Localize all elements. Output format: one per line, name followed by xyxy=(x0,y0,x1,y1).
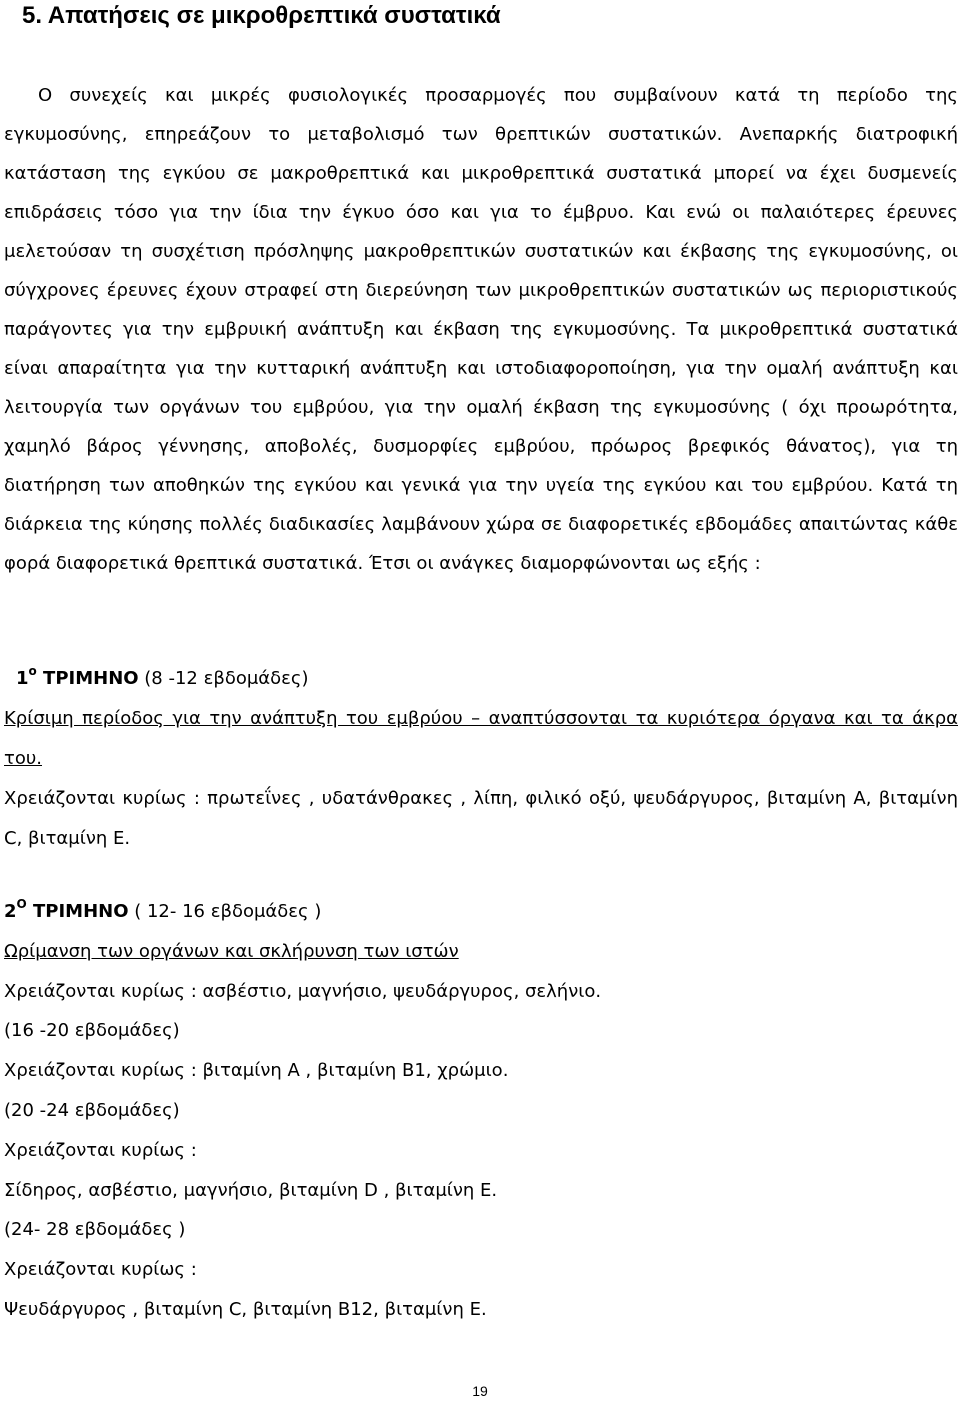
trimester-1-critical-period: Κρίσιμη περίοδος για την ανάπτυξη του εμβρύου – αναπτύσσονται τα κυριότερα όργανα και τα άκρα του. xyxy=(4,708,958,769)
trimester-2-line: Ψευδάργυρος , βιταμίνη C, βιταμίνη Β12, βιταμίνη Ε. xyxy=(4,1298,487,1320)
trimester-2-line: Χρειάζονται κυρίως : ασβέστιο, μαγνήσιο, ψευδάργυρος, σελήνιο. xyxy=(4,980,602,1002)
trimester-1-ordinal: ο xyxy=(28,664,37,678)
intro-section xyxy=(4,76,958,583)
intro-paragraph: Ο συνεχείς και μικρές φυσιολογικές προσαρμογές που συμβαίνουν κατά τη περίοδο της εγκυμοσύνης, επηρεάζουν το μεταβολισμό των θρεπτικών συστατικών. Ανεπαρκής διατροφική κατάσταση της εγκύου σε μακροθρεπτικά και μικροθρεπτικά συστατικά μπορεί να έχει δυσμενείς επιδράσεις τόσο για την ίδια την έγκυο όσο και για το έμβρυο. Και ενώ οι παλαιότερες έρευνες μελετούσαν τη συσχέτιση πρόσληψης μακροθρεπτικών συστατικών και έκβασης της εγκυμοσύνης, οι σύγχρονες έρευνες έχουν στραφεί στη διερεύνηση των μικροθρεπτικών συστατικών ως περιοριστικούς παράγοντες για την εμβρυική ανάπτυξη και έκβαση της εγκυμοσύνης. Τα μικροθρεπτικά συστατικά είναι απαραίτητα για την κυτταρική ανάπτυξη και ιστοδιαφοροποίηση, για την ομαλή ανάπτυξη και λειτουργία των οργάνων του εμβρύου, για την ομαλή έκβαση της εγκυμοσύνης ( όχι προωρότητα, χαμηλό βάρος γέννησης, αποβολές, δυσμορφίες εμβρύου, πρόωρος βρεφικός θάνατος), για τη διατήρηση των αποθηκών της εγκύου και γενικά για την υγεία της εγκύου και του εμβρύου. Κατά τη διάρκεια της κύησης πολλές διαδικασίες λαμβάνουν χώρα σε διαφορετικές εβδομάδες απαιτώντας κάθε φορά διαφορετικά θρεπτικά συστατικά. Έτσι οι ανάγκες διαμορφώνονται ως εξής : xyxy=(4,85,958,574)
trimester-1-label: ΤΡΙΜΗΝΟ xyxy=(36,668,139,689)
trimester-2-line: (24- 28 εβδομάδες ) xyxy=(4,1219,186,1241)
trimester-2-ordinal: Ο xyxy=(16,897,27,911)
trimester-2-title xyxy=(4,892,958,932)
trimester-2-line: Χρειάζονται κυρίως : βιταμίνη Α , βιταμίνη Β1, χρώμιο. xyxy=(4,1060,509,1082)
page-number: 19 xyxy=(472,1383,488,1399)
trimester-2-line: (20 -24 εβδομάδες) xyxy=(4,1099,180,1121)
trimester-1-title xyxy=(4,659,958,699)
section-heading: 5. Απατήσεις σε μικροθρεπτικά συστατικά xyxy=(22,2,501,29)
trimester-2-line: (16 -20 εβδομάδες) xyxy=(4,1020,180,1042)
trimester-2-line: Σίδηρος, ασβέστιο, μαγνήσιο, βιταμίνη D , βιταμίνη Ε. xyxy=(4,1179,498,1201)
trimester-2-line: Χρειάζονται κυρίως : xyxy=(4,1139,197,1161)
trimester-2-line: Χρειάζονται κυρίως : xyxy=(4,1259,197,1281)
trimester-2-number: 2 xyxy=(4,901,17,922)
trimester-2-subtitle: Ωρίμανση των οργάνων και σκλήρυνση των ιστών xyxy=(4,940,459,962)
trimester-2-label: ΤΡΙΜΗΝΟ xyxy=(26,901,129,922)
trimester-1-section xyxy=(4,659,958,859)
trimester-1-number: 1 xyxy=(16,668,29,689)
trimester-2-section xyxy=(4,892,958,1330)
trimester-2-weeks: ( 12- 16 εβδομάδες ) xyxy=(128,901,322,922)
trimester-1-needs: Χρειάζονται κυρίως : πρωτεΐνες , υδατάνθρακες , λίπη, φιλικό οξύ, ψευδάργυρος, βιταμίνη A, βιταμίνη C, βιταμίνη E. xyxy=(4,788,958,849)
trimester-1-weeks: (8 -12 εβδομάδες) xyxy=(138,668,309,689)
